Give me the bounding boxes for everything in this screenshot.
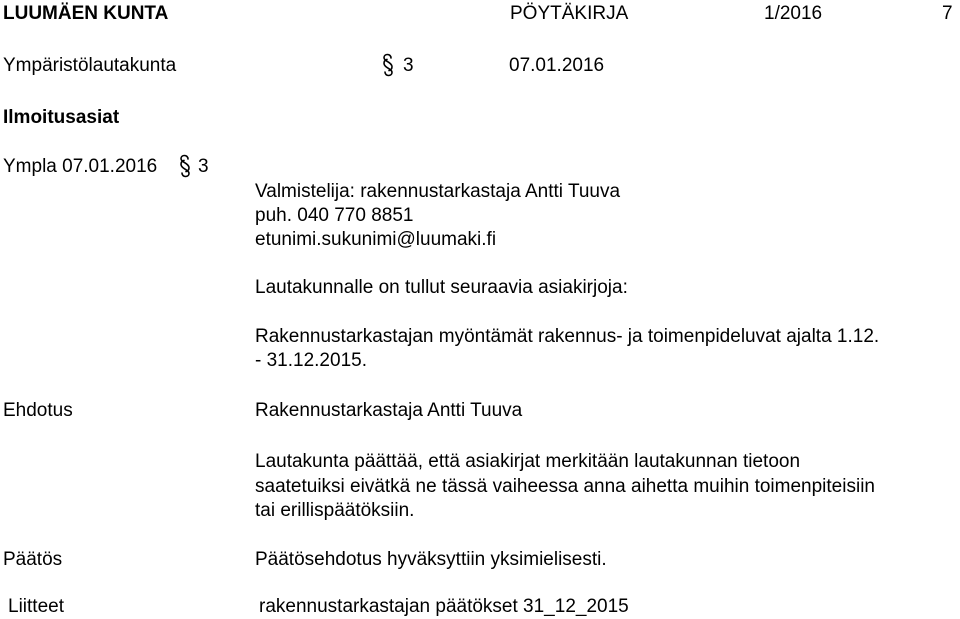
- document-number: 1/2016: [764, 3, 823, 24]
- section-reference: Ympla 07.01.2016: [3, 156, 158, 177]
- board-name: Ympäristölautakunta: [3, 55, 177, 76]
- proposal-author: Rakennustarkastaja Antti Tuuva: [255, 400, 523, 421]
- document-description-cont: - 31.12.2015.: [255, 350, 367, 371]
- decision-label: Päätös: [3, 549, 63, 570]
- attachments-label: Liitteet: [8, 596, 64, 617]
- document-description: Rakennustarkastajan myöntämät rakennus- ja toimenpideluvat ajalta 1.12.: [255, 326, 880, 347]
- page-number: 7: [942, 3, 953, 24]
- document-type: PÖYTÄKIRJA: [510, 3, 629, 24]
- proposal-label: Ehdotus: [3, 400, 73, 421]
- attachment-link[interactable]: rakennustarkastajan päätökset 31_12_2015: [259, 596, 629, 617]
- section-sign-icon: [381, 53, 395, 77]
- municipality-name: LUUMÄEN KUNTA: [3, 3, 169, 24]
- intro-text: Lautakunnalle on tullut seuraavia asiakirjoja:: [255, 277, 628, 298]
- meeting-date: 07.01.2016: [509, 55, 605, 76]
- preparer-phone: puh. 040 770 8851: [255, 205, 414, 226]
- section-number: 3: [403, 55, 414, 76]
- proposal-text: Lautakunta päättää, että asiakirjat merkitään lautakunnan tietoon: [255, 451, 801, 472]
- section-sign-icon: [178, 154, 192, 178]
- preparer-line: Valmistelija: rakennustarkastaja Antti Tuuva: [255, 181, 621, 202]
- preparer-email: etunimi.sukunimi@luumaki.fi: [255, 229, 497, 250]
- section-title: Ilmoitusasiat: [3, 107, 120, 128]
- decision-text: Päätösehdotus hyväksyttiin yksimielisesti.: [255, 549, 607, 570]
- proposal-text: tai erillispäätöksiin.: [255, 500, 415, 521]
- section-reference-number: 3: [198, 156, 209, 177]
- proposal-text: saatetuiksi eivätkä ne tässä vaiheessa anna aihetta muihin toimenpiteisiin: [255, 476, 875, 497]
